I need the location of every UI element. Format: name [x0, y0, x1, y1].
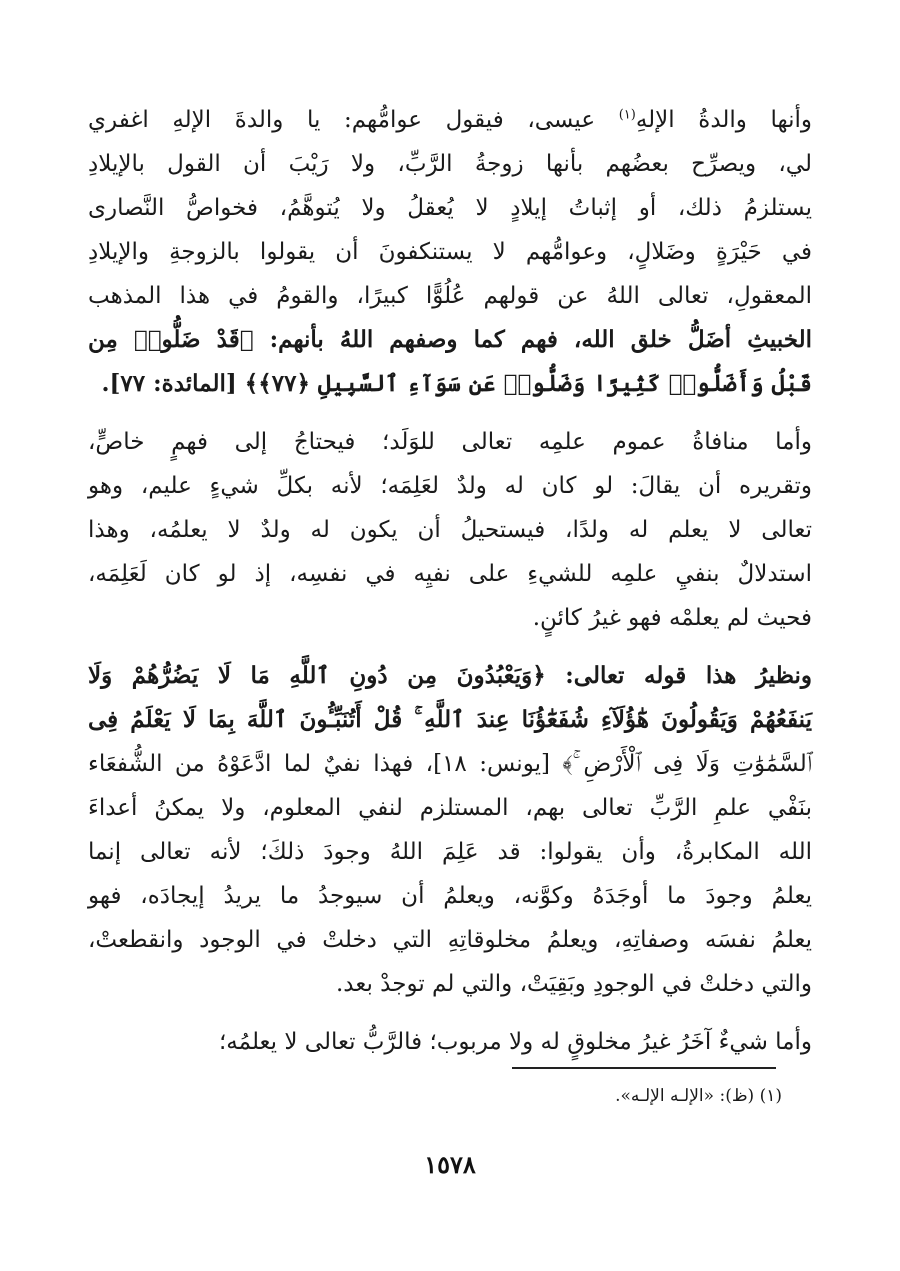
line-text-start: وأنها والدةُ الإلهِ	[635, 107, 812, 133]
line-text-end: عيسى، فيقول عوامُّهم: يا والدةَ الإلهِ اغفري	[88, 107, 619, 133]
footnote: (١) (ظ): «الإلـه الإلـه».	[615, 1086, 782, 1106]
paragraph-3	[88, 654, 812, 1006]
paragraph-2	[88, 420, 812, 640]
text-line: قَبْلُ وَأَضَلُّوا۟ كَثِيرًا وَضَلُّوا۟ عَن سَوَآءِ ٱلسَّبِيلِ ﴿٧٧﴾﴾ [المائدة: ٧٧].	[101, 370, 812, 397]
text-line: المعقولِ، تعالى اللهُ عن قولهم عُلُوًّا كبيرًا، والقومُ في هذا المذهب	[88, 283, 812, 309]
paragraph-4	[88, 1020, 812, 1064]
text-line: فحيث لم يعلمْه فهو غيرُ كائنٍ.	[532, 605, 812, 631]
paragraph-1	[88, 98, 812, 406]
text-line	[88, 98, 812, 142]
page-number: ١٥٧٨	[424, 1150, 476, 1179]
text-line: وأما منافاةُ عموم علمِه تعالى للوَلَد؛ فيحتاجُ إلى فهمٍ خاصٍّ،	[88, 429, 812, 455]
text-line: يعلمُ نفسَه وصفاتِهِ، ويعلمُ مخلوقاتِهِ التي دخلتْ في الوجود وانقطعتْ،	[88, 927, 812, 953]
text-line: الله المكابرةُ، وأن يقولوا: قد عَلِمَ اللهُ وجودَ ذلكَ؛ لأنه تعالى إنما	[88, 839, 812, 865]
text-line: استدلالٌ بنفيِ علمِه للشيءِ على نفيِه في نفسِه، إذ لو كان لَعَلِمَه،	[88, 561, 812, 587]
text-line: يَنفَعُهُمْ وَيَقُولُونَ هَٰٓؤُلَآءِ شُفَعَٰٓؤُنَا عِندَ ٱللَّهِ ۚ قُلْ أَتُنَبِّـُٔونَ ٱللَّهَ بِمَا لَا يَعْلَمُ فِى	[88, 706, 812, 733]
text-line: وأما شيءٌ آخَرُ غيرُ مخلوقٍ له ولا مربوب؛ فالرَّبُّ تعالى لا يعلمُه؛	[219, 1029, 812, 1055]
text-line: في حَيْرَةٍ وضَلالٍ، وعوامُّهم لا يستنكفونَ أن يقولوا بالزوجةِ والإيلادِ	[88, 239, 812, 265]
text-line: لي، ويصرِّح بعضُهم بأنها زوجةُ الرَّبِّ، ولا رَيْبَ أن القول بالإيلادِ	[88, 151, 812, 177]
text-line: وتقريره أن يقالَ: لو كان له ولدٌ لعَلِمَه؛ لأنه بكلِّ شيءٍ عليم، وهو	[88, 473, 812, 499]
text-line: والتي دخلتْ في الوجودِ وبَقِيَتْ، والتي لم توجدْ بعد.	[335, 971, 812, 997]
page-body	[88, 98, 812, 1078]
text-line: ٱلسَّمَٰوَٰتِ وَلَا فِى ٱلْأَرْضِ ۚ﴾ [يونس: ١٨]، فهذا نفيٌ لما ادَّعَوْهُ من الشُّفعَاء	[88, 751, 812, 777]
footnote-marker[interactable]: (١)	[618, 107, 636, 123]
text-line: تعالى لا يعلم له ولدًا، فيستحيلُ أن يكون له ولدٌ لا يعلمُه، وهذا	[88, 517, 812, 543]
text-line: يعلمُ وجودَ ما أوجَدَهُ وكوَّنه، ويعلمُ أن سيوجدُ ما يريدُ إيجادَه، فهو	[88, 883, 812, 909]
text-line: ونظيرُ هذا قوله تعالى: ﴿وَيَعْبُدُونَ مِن دُونِ ٱللَّهِ مَا لَا يَضُرُّهُمْ وَلَا	[88, 662, 812, 689]
text-line: يستلزمُ ذلك، أو إثباتُ إيلادٍ لا يُعقلُ ولا يُتوهَّمُ، فخواصُّ النَّصارى	[88, 195, 812, 221]
footnote-divider	[512, 1067, 776, 1069]
text-line: الخبيثِ أضَلُّ خلق الله، فهم كما وصفهم اللهُ بأنهم: ﴿قَدْ ضَلُّوا۟ مِن	[88, 326, 812, 353]
text-line: بنَفْي علمِ الرَّبِّ تعالى بهم، المستلزم لنفي المعلوم، ولا يمكنُ أعداءَ	[88, 795, 812, 821]
